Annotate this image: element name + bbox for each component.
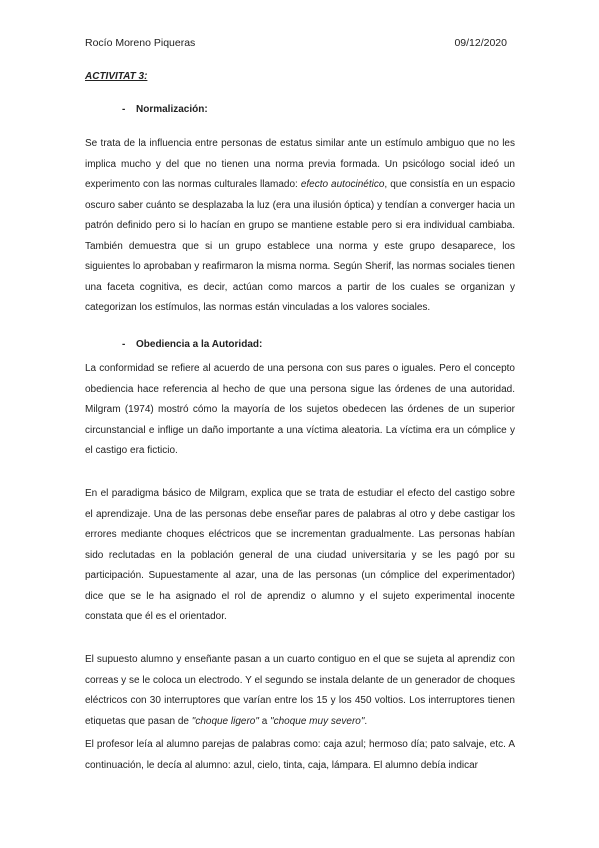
section-title: Obediencia a la Autoridad:: [136, 339, 263, 350]
paragraph-text: , que consistía en un espacio oscuro saber cuánto se desplazaba la luz (era una ilusión óptica) y tendían a converger hacia un patrón definido pero si lo hacían en grupo se mantiene estable pero si era individual cambiaba. También demuestra que si un grupo establece una norma y este grupo desaparece, los siguientes lo aprobaban y reafirmaron la misma norma. Según Sherif, las normas sociales tienen una faceta cognitiva, es decir, actúan como marcos a partir de los cuales se organizan y categorizan los estímulos, las normas están vinculadas a los valores sociales.: [85, 179, 516, 313]
paragraph-text: Se trata de la influencia entre personas de estatus similar ante un estímulo ambiguo que no les implica mucho y del que no tienen una norma previa formada. Un psicólogo social ideó un experimento con las normas culturales llamado:: [85, 138, 515, 190]
section-title: Normalización:: [136, 104, 208, 115]
italic-quote: "choque muy severo": [270, 715, 365, 727]
section-heading-normalizacion: [122, 104, 208, 115]
italic-term: efecto autocinético: [300, 179, 385, 190]
section-heading-obediencia: [122, 339, 262, 350]
document-date: 09/12/2020: [454, 37, 507, 49]
paragraph-supuesto-alumno: [85, 650, 515, 732]
paragraph-paradigma-milgram: En el paradigma básico de Milgram, explica que se trata de estudiar el efecto del castigo sobre el aprendizaje. Una de las personas debe enseñar pares de palabras al otro y debe castigar los errores mediante choques eléctricos que se incrementan gradualmente. Las personas habían sido reclutadas en la población general de una ciudad universitaria y se les pagó por su participación. Supuestamente al azar, una de las personas (un cómplice del experimentador) dice que se le ha asignado el rol de aprendiz o alumno y el sujeto experimental inocente constata que él es el orientador.: [85, 488, 515, 622]
bullet-dash: -: [122, 104, 126, 115]
bullet-dash: -: [122, 339, 126, 350]
author-name: Rocío Moreno Piqueras: [85, 37, 196, 49]
italic-quote: "choque ligero": [191, 715, 259, 727]
paragraph-text: .: [364, 715, 368, 727]
paragraph-text: El supuesto alumno y enseñante pasan a un cuarto contiguo en el que se sujeta al aprendiz con correas y se le coloca un electrodo. Y el segundo se instala delante de un generador de choques eléctricos con 30 interruptores que varían entre los 15 y los 450 voltios. Los interruptores tienen etiquetas que pasan de: [85, 654, 515, 727]
paragraph-normalizacion: [85, 134, 515, 319]
paragraph-text: a: [258, 715, 271, 727]
paragraph-conformidad: La conformidad se refiere al acuerdo de una persona con sus pares o iguales. Pero el concepto obediencia hace referencia al hecho de que una persona sigue las órdenes de una autoridad. Milgram (1974) mostró cómo la mayoría de los sujetos obedecen las órdenes de un superior circunstancial e inflige un daño importante a una víctima aleatoria. La víctima era un cómplice y el castigo era ficticio.: [85, 363, 515, 456]
activity-title: ACTIVITAT 3:: [85, 71, 148, 82]
paragraph-profesor: El profesor leía al alumno parejas de palabras como: caja azul; hermoso día; pato salvaje, etc. A continuación, le decía al alumno: azul, cielo, tinta, caja, lámpara. El alumno debía indicar: [85, 739, 515, 771]
